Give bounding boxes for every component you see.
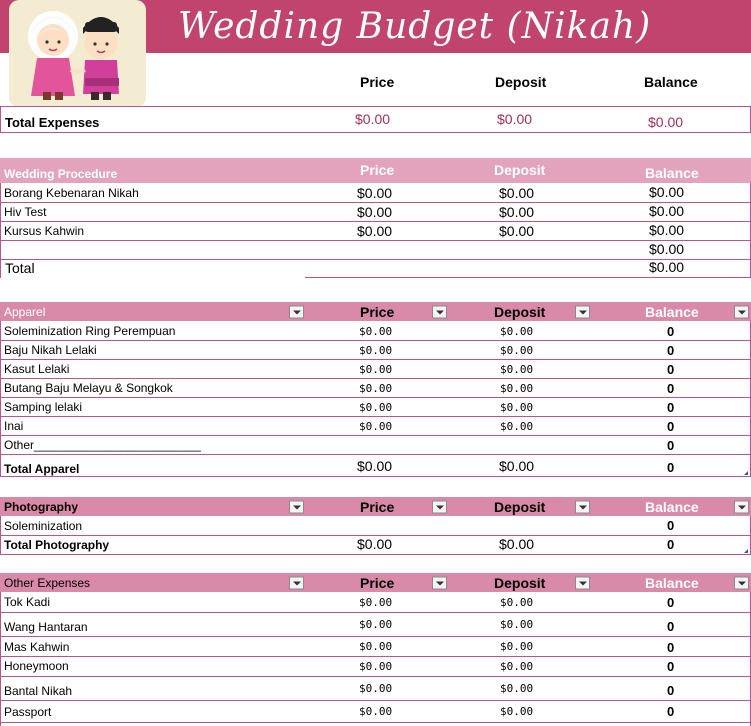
procedure-balance[interactable]: $0.00 [649, 184, 685, 200]
procedure-deposit[interactable]: $0.00 [499, 204, 535, 220]
apparel-price[interactable]: $0.00 [359, 363, 393, 376]
other-expense-item: Mas Kahwin [4, 640, 70, 654]
photography-balance[interactable]: 0 [667, 518, 675, 533]
apparel-balance[interactable]: 0 [667, 324, 675, 339]
other-expense-deposit[interactable]: $0.00 [500, 705, 534, 718]
summary-col-price: Price [360, 74, 395, 90]
procedure-balance[interactable]: $0.00 [649, 222, 685, 238]
apparel-item: Butang Baju Melayu & Songkok [4, 381, 173, 395]
procedure-col-balance: Balance [645, 165, 699, 181]
apparel-total-label: Total Apparel [4, 462, 80, 476]
apparel-price[interactable]: $0.00 [359, 401, 393, 414]
procedure-price[interactable]: $0.00 [357, 204, 393, 220]
procedure-deposit[interactable]: $0.00 [499, 223, 535, 239]
other-expense-deposit[interactable]: $0.00 [500, 618, 534, 631]
row-divider [0, 554, 751, 555]
procedure-col-deposit: Deposit [494, 162, 546, 178]
summary-col-balance: Balance [644, 74, 698, 90]
apparel-price[interactable]: $0.00 [359, 382, 393, 395]
row-divider [0, 416, 751, 417]
photography-col-price: Price [360, 499, 395, 515]
apparel-total-deposit[interactable]: $0.00 [499, 458, 535, 474]
procedure-item: Hiv Test [4, 205, 47, 219]
summary-col-deposit: Deposit [495, 74, 547, 90]
apparel-other-balance[interactable]: 0 [667, 438, 675, 453]
row-divider [0, 202, 751, 203]
row-divider [0, 240, 751, 241]
photography-section-label: Photography [4, 500, 78, 514]
apparel-price[interactable]: $0.00 [359, 325, 393, 338]
apparel-col-deposit: Deposit [494, 304, 546, 320]
deposit-filter-dropdown-icon[interactable] [575, 577, 590, 590]
other-expenses-col-deposit: Deposit [494, 575, 546, 591]
other-expense-deposit[interactable]: $0.00 [500, 660, 534, 673]
total-expenses-deposit[interactable]: $0.00 [497, 111, 533, 127]
other-expense-price[interactable]: $0.00 [359, 640, 393, 653]
apparel-deposit[interactable]: $0.00 [500, 401, 534, 414]
apparel-item: Baju Nikah Lelaki [4, 343, 97, 357]
row-divider [0, 397, 751, 398]
table-resize-handle[interactable] [744, 549, 748, 553]
row-divider [0, 340, 751, 341]
procedure-total-underline [305, 277, 751, 278]
other-expenses-section-label: Other Expenses [4, 576, 91, 590]
photography-total-label: Total Photography [4, 538, 110, 552]
other-expenses-col-balance: Balance [645, 575, 699, 591]
procedure-price[interactable]: $0.00 [357, 223, 393, 239]
other-expense-item: Passport [4, 705, 52, 719]
price-filter-dropdown-icon[interactable] [432, 306, 447, 319]
summary-bottom-line [0, 132, 751, 133]
row-divider [0, 378, 751, 379]
other-expense-balance[interactable]: 0 [667, 704, 675, 719]
apparel-deposit[interactable]: $0.00 [500, 420, 534, 433]
other-expense-balance[interactable]: 0 [667, 683, 675, 698]
balance-filter-dropdown-icon[interactable] [734, 306, 749, 319]
apparel-balance[interactable]: 0 [667, 362, 675, 377]
other-expense-deposit[interactable]: $0.00 [500, 640, 534, 653]
apparel-price[interactable]: $0.00 [359, 420, 393, 433]
other-expenses-header-band [0, 573, 751, 592]
apparel-section-label: Apparel [4, 305, 46, 319]
total-expenses-balance[interactable]: $0.00 [648, 114, 684, 130]
other-expense-price[interactable]: $0.00 [359, 618, 393, 631]
apparel-item: Samping lelaki [4, 400, 83, 414]
row-divider [0, 259, 751, 260]
apparel-deposit[interactable]: $0.00 [500, 363, 534, 376]
other-expense-item: Honeymoon [4, 659, 69, 673]
procedure-balance[interactable]: $0.00 [649, 203, 685, 219]
procedure-header-band [0, 158, 751, 183]
procedure-deposit[interactable]: $0.00 [499, 185, 535, 201]
apparel-price[interactable]: $0.00 [359, 344, 393, 357]
other-expenses-col-price: Price [360, 575, 395, 591]
procedure-total-label: Total [5, 260, 35, 276]
apparel-deposit[interactable]: $0.00 [500, 344, 534, 357]
apparel-filter-dropdown-icon[interactable] [289, 306, 304, 319]
balance-filter-dropdown-icon[interactable] [734, 501, 749, 514]
row-divider [0, 700, 751, 701]
summary-left-edge [0, 106, 1, 132]
deposit-filter-dropdown-icon[interactable] [575, 306, 590, 319]
row-divider [0, 612, 751, 613]
other-expense-balance[interactable]: 0 [667, 659, 675, 674]
other-expense-price[interactable]: $0.00 [359, 660, 393, 673]
apparel-other-item[interactable]: Other_________________________ [4, 438, 201, 452]
other-expense-deposit[interactable]: $0.00 [500, 596, 534, 609]
apparel-deposit[interactable]: $0.00 [500, 382, 534, 395]
other-expense-item: Bantal Nikah [4, 684, 73, 698]
other-expense-price[interactable]: $0.00 [359, 682, 393, 695]
photography-total-balance[interactable]: 0 [667, 537, 675, 552]
deposit-filter-dropdown-icon[interactable] [575, 501, 590, 514]
procedure-total-balance[interactable]: $0.00 [649, 259, 685, 275]
table-resize-handle[interactable] [744, 471, 748, 475]
photography-col-balance: Balance [645, 499, 699, 515]
price-filter-dropdown-icon[interactable] [432, 577, 447, 590]
summary-top-line [0, 106, 751, 107]
procedure-col-price: Price [360, 162, 395, 178]
photography-total-price[interactable]: $0.00 [357, 536, 393, 552]
row-divider [0, 636, 751, 637]
price-filter-dropdown-icon[interactable] [432, 501, 447, 514]
apparel-header-band [0, 302, 751, 321]
row-divider [0, 454, 751, 455]
total-expenses-price[interactable]: $0.00 [355, 111, 391, 127]
apparel-col-price: Price [360, 304, 395, 320]
row-divider [0, 221, 751, 222]
other-expense-balance[interactable]: 0 [667, 595, 675, 610]
total-expenses-label: Total Expenses [5, 115, 100, 130]
apparel-deposit[interactable]: $0.00 [500, 325, 534, 338]
other-expense-deposit[interactable]: $0.00 [500, 682, 534, 695]
apparel-col-balance: Balance [645, 304, 699, 320]
photography-col-deposit: Deposit [494, 499, 546, 515]
procedure-extra-balance[interactable]: $0.00 [649, 241, 685, 257]
balance-filter-dropdown-icon[interactable] [734, 577, 749, 590]
procedure-item: Kursus Kahwin [4, 224, 85, 238]
other-expense-price[interactable]: $0.00 [359, 705, 393, 718]
procedure-item: Borang Kebenaran Nikah [4, 186, 139, 200]
other-expense-item: Wang Hantaran [4, 620, 88, 634]
procedure-price[interactable]: $0.00 [357, 185, 393, 201]
other-expenses-filter-dropdown-icon[interactable] [289, 577, 304, 590]
apparel-balance[interactable]: 0 [667, 400, 675, 415]
apparel-balance[interactable]: 0 [667, 419, 675, 434]
page-title: Wedding Budget (Nikah) [178, 6, 652, 47]
photography-item: Soleminization [4, 519, 83, 533]
wedding-couple-logo [9, 0, 146, 107]
photography-filter-dropdown-icon[interactable] [289, 501, 304, 514]
apparel-item: Inai [4, 419, 24, 433]
other-expense-price[interactable]: $0.00 [359, 596, 393, 609]
row-divider [0, 476, 751, 477]
apparel-total-balance[interactable]: 0 [667, 460, 675, 475]
other-expense-balance[interactable]: 0 [667, 640, 675, 655]
other-expense-balance[interactable]: 0 [667, 619, 675, 634]
apparel-item: Soleminization Ring Perempuan [4, 324, 176, 338]
row-divider [0, 722, 751, 723]
procedure-section-label: Wedding Procedure [4, 167, 118, 181]
row-divider [0, 676, 751, 677]
row-divider [0, 435, 751, 436]
other-expense-item: Tok Kadi [4, 595, 51, 609]
apparel-item: Kasut Lelaki [4, 362, 70, 376]
photography-total-deposit[interactable]: $0.00 [499, 536, 535, 552]
apparel-left-edge [0, 321, 1, 476]
photography-header-band [0, 497, 751, 516]
apparel-balance[interactable]: 0 [667, 343, 675, 358]
row-divider [0, 656, 751, 657]
row-divider [0, 359, 751, 360]
apparel-total-price[interactable]: $0.00 [357, 458, 393, 474]
apparel-balance[interactable]: 0 [667, 381, 675, 396]
procedure-left-edge [0, 183, 1, 278]
